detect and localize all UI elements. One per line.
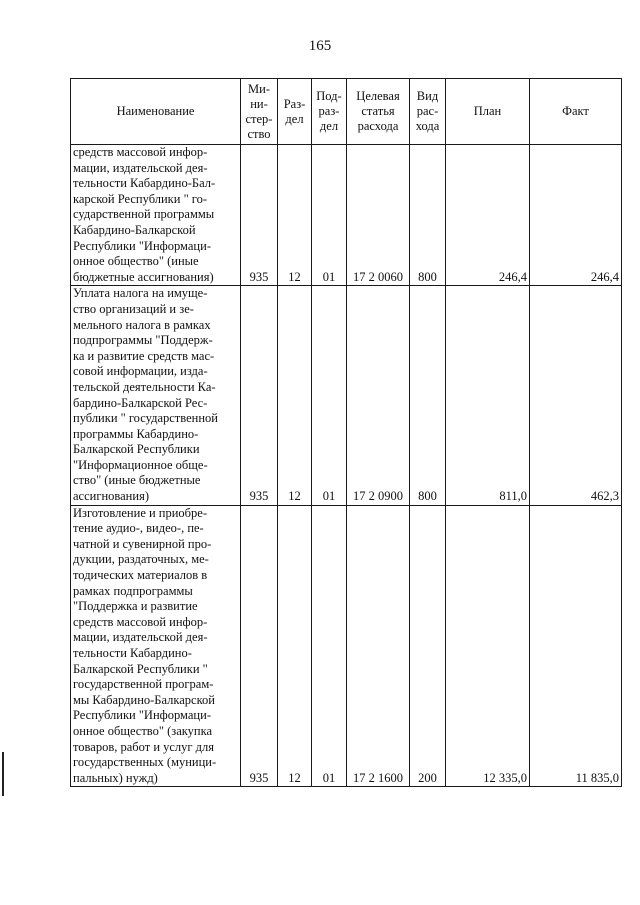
header-subsection: Под- раз- дел: [312, 79, 347, 145]
header-target: Целевая статья расхода: [347, 79, 410, 145]
header-expense-type: Вид рас- хода: [410, 79, 446, 145]
row-plan: 12 335,0: [446, 505, 530, 787]
page-number: 165: [308, 38, 332, 54]
row-target: 17 2 0060: [347, 145, 410, 286]
budget-table: [70, 78, 622, 787]
header-row: [71, 79, 622, 145]
header-ministry: Ми- ни- стер- ство: [241, 79, 278, 145]
row-target: 17 2 0900: [347, 286, 410, 505]
row-section: 12: [278, 505, 312, 787]
row-ministry: 935: [241, 286, 278, 505]
row-subsection: 01: [312, 286, 347, 505]
row-section: 12: [278, 145, 312, 286]
row-section: 12: [278, 286, 312, 505]
row-plan: 246,4: [446, 145, 530, 286]
row-target: 17 2 1600: [347, 505, 410, 787]
table-row: [71, 505, 622, 787]
row-subsection: 01: [312, 505, 347, 787]
table-row: [71, 286, 622, 505]
header-section: Раз- дел: [278, 79, 312, 145]
header-fact: Факт: [530, 79, 622, 145]
header-name: Наименование: [71, 79, 241, 145]
row-name: Уплата налога на имуще- ство организаций и зе- мельного налога в рамках подпрограммы "Поддерж- ка и развитие средств мас- совой информации, изда- тельской деятельности Ка- бардино-Балкарской Рес- публики " государственной программы Кабардино- Балкарской Республики "Информационное обще- ство" (иные бюджетные ассигнования): [71, 286, 241, 505]
row-name: Изготовление и приобре- тение аудио-, видео-, пе- чатной и сувенирной про- дукции, раздаточных, ме- тодических материалов в рамках подпрограммы "Поддержка и развитие средств массовой инфор- мации, издательской дея- тельности Кабардино- Балкарской Республики " государственной програм- мы Кабардино-Балкарской Республики "Информаци- онное общество" (закупка товаров, работ и услуг для государственных (муници- пальных) нужд): [71, 505, 241, 787]
table-body: [71, 145, 622, 787]
row-ministry: 935: [241, 145, 278, 286]
margin-mark: [2, 752, 7, 796]
table-header: [71, 79, 622, 145]
table-row: [71, 145, 622, 286]
row-expense-type: 800: [410, 286, 446, 505]
row-subsection: 01: [312, 145, 347, 286]
header-plan: План: [446, 79, 530, 145]
row-ministry: 935: [241, 505, 278, 787]
row-fact: 462,3: [530, 286, 622, 505]
row-expense-type: 200: [410, 505, 446, 787]
row-plan: 811,0: [446, 286, 530, 505]
row-expense-type: 800: [410, 145, 446, 286]
row-fact: 246,4: [530, 145, 622, 286]
row-fact: 11 835,0: [530, 505, 622, 787]
row-name: средств массовой инфор- мации, издательской дея- тельности Кабардино-Бал- карской Республики " го- сударственной программы Кабардино-Балкарской Республики "Информаци- онное общество" (иные бюджетные ассигнования): [71, 145, 241, 286]
